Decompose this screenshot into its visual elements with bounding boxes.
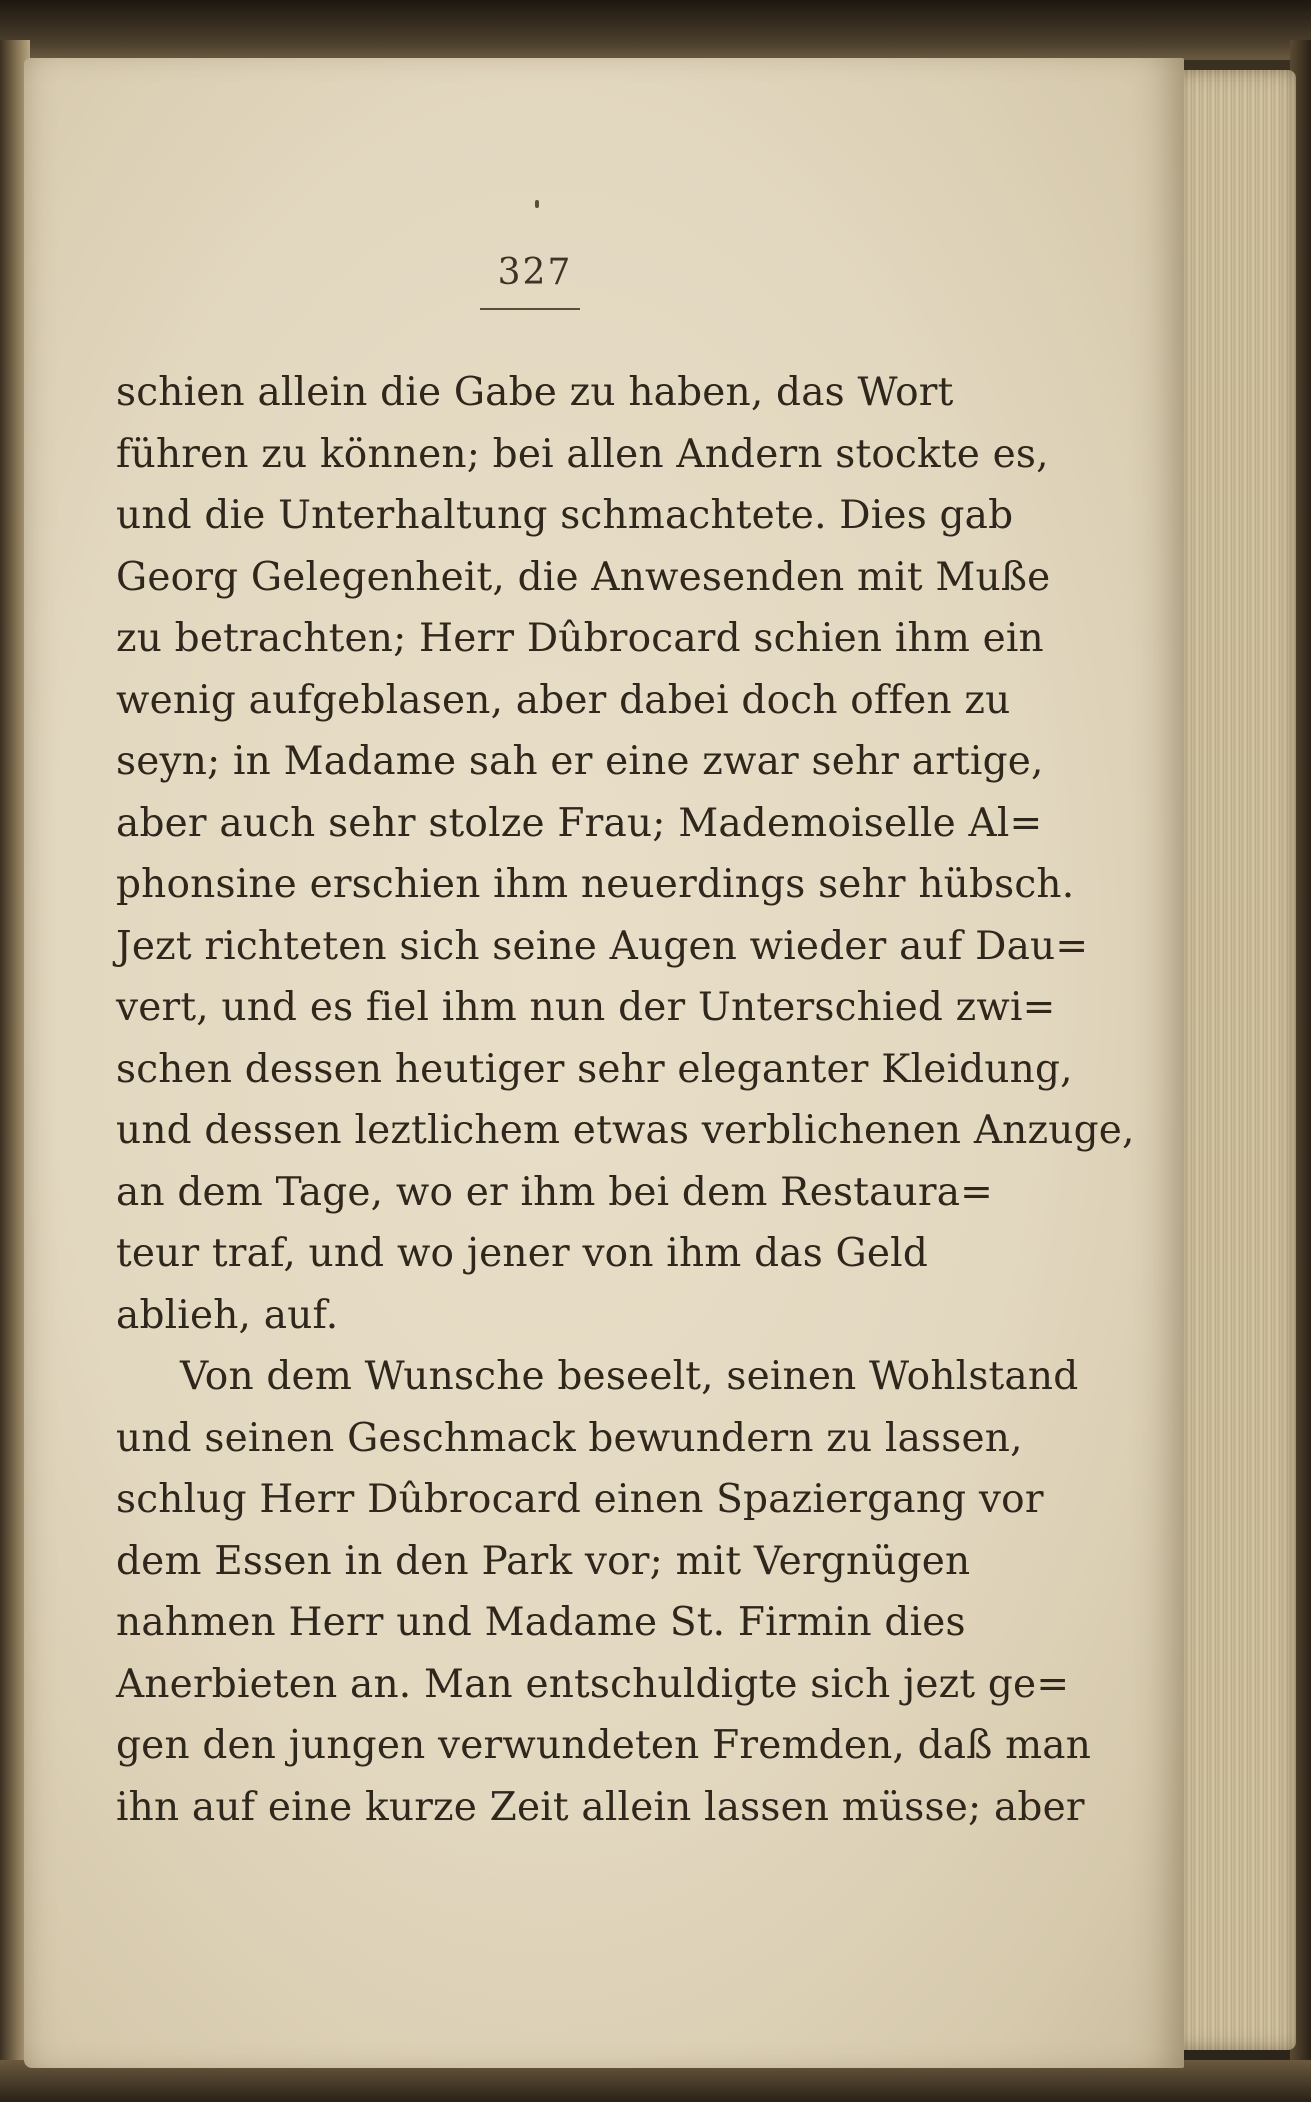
text-line: dem Essen in den Park vor; mit Vergnügen — [116, 1538, 971, 1584]
text-line: an dem Tage, wo er ihm bei dem Restaura= — [116, 1169, 994, 1215]
text-line: Jezt richteten sich seine Augen wieder auf Dau= — [116, 923, 1089, 969]
text-line: aber auch sehr stolze Frau; Mademoiselle Al= — [116, 800, 1043, 846]
page-block-edges — [1176, 70, 1296, 2050]
text-line: schen dessen heutiger sehr eleganter Kleidung, — [116, 1046, 1073, 1092]
text-line: schien allein die Gabe zu haben, das Wort — [116, 370, 954, 415]
text-line: phonsine erschien ihm neuerdings sehr hübsch. — [116, 862, 1075, 907]
text-line: schlug Herr Dûbrocard einen Spaziergang vor — [116, 1477, 1044, 1522]
text-line: ihn auf eine kurze Zeit allein lassen müsse; aber — [116, 1784, 1085, 1830]
text-line: ablieh, auf. — [116, 1292, 339, 1338]
ink-speck — [535, 200, 539, 208]
text-line: Von dem Wunsche beseelt, seinen Wohlstand — [180, 1354, 1079, 1399]
text-line: Georg Gelegenheit, die Anwesenden mit Muße — [116, 554, 1051, 600]
text-line: vert, und es fiel ihm nun der Unterschied zwi= — [116, 985, 1056, 1030]
book-cover-top-edge — [0, 0, 1311, 60]
text-line: zu betrachten; Herr Dûbrocard schien ihm ein — [116, 616, 1044, 661]
text-line: und dessen leztlichem etwas verblichenen Anzuge, — [116, 1108, 1135, 1153]
text-line: und die Unterhaltung schmachtete. Dies gab — [116, 493, 1014, 538]
text-line: gen den jungen verwundeten Fremden, daß man — [116, 1723, 1092, 1768]
paragraph-2 — [116, 1346, 1092, 1838]
text-line: führen zu können; bei allen Andern stockte es, — [116, 431, 1049, 477]
text-line: seyn; in Madame sah er eine zwar sehr artige, — [116, 739, 1044, 784]
text-line: und seinen Geschmack bewundern zu lassen, — [116, 1415, 1023, 1461]
page-number: 327 — [497, 252, 573, 293]
paragraph-1 — [116, 362, 1135, 1346]
text-line: nahmen Herr und Madame St. Firmin dies — [116, 1600, 966, 1645]
page-number-rule — [480, 308, 580, 310]
text-line: wenig aufgeblasen, aber dabei doch offen zu — [116, 677, 1011, 723]
text-line: Anerbieten an. Man entschuldigte sich jezt ge= — [116, 1661, 1070, 1707]
text-line: teur traf, und wo jener von ihm das Geld — [116, 1231, 928, 1276]
body-text — [116, 362, 1135, 1838]
